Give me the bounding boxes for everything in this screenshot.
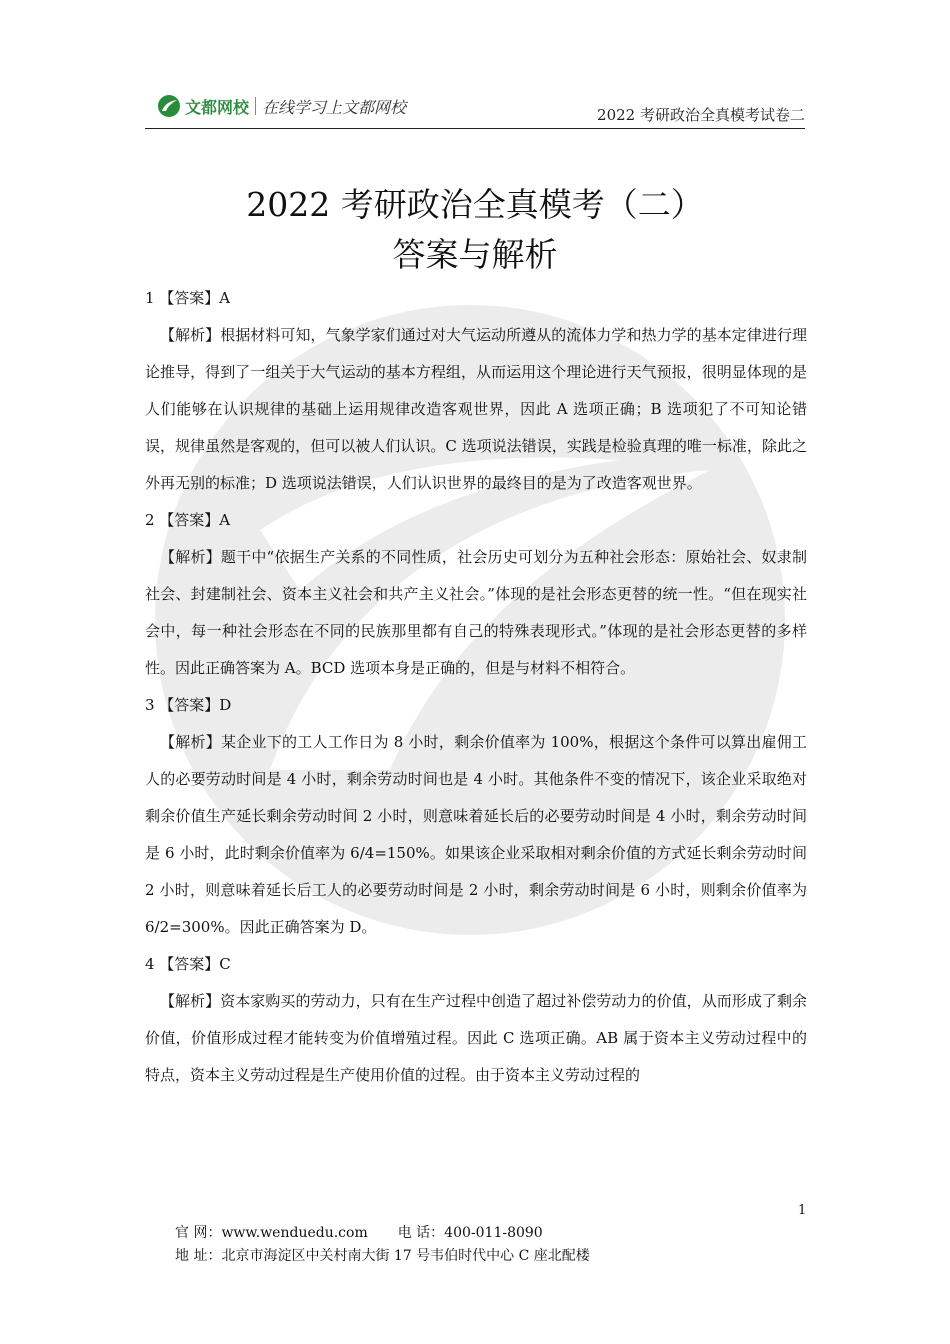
explanation-text: 某企业下的工人工作日为 8 小时，剩余价值率为 100%，根据这个条件可以算出雇佣工人的必要劳动时间是 4 小时，剩余劳动时间也是 4 小时。其他条件不变的情况下，该企业采取绝对剩余价值生产延长剩余劳动时间 2 小时，则意味着延长后的必要劳动时间是 4 小时，剩余劳动时间是 6 小时，此时剩余价值率为 6/4=150%。如果该企业采取相对剩余价值的方式延长剩余劳动时间 2 小时，则意味着延长后工人的必要劳动时间是 2 小时，剩余劳动时间是 6 小时，则剩余价值率为 6/2=300%。因此正确答案为 D。 bbox=[145, 733, 807, 936]
explanation-text: 题干中“依据生产关系的不同性质，社会历史可划分为五种社会形态：原始社会、奴隶制社会、封建制社会、资本主义社会和共产主义社会。”体现的是社会形态更替的统一性。“但在现实社会中，每一种社会形态在不同的民族那里都有自己的特殊表现形式。”体现的是社会形态更替的多样性。因此正确答案为 A。BCD 选项本身是正确的，但是与材料不相符合。 bbox=[145, 548, 807, 677]
document-label: 2022 考研政治全真模考试卷二 bbox=[597, 106, 805, 124]
question-block bbox=[145, 687, 807, 946]
footer-contact-line bbox=[175, 1222, 590, 1245]
brand-logo-icon bbox=[157, 94, 181, 118]
site-label: 官 网： bbox=[175, 1225, 222, 1241]
page-number: 1 bbox=[798, 1203, 807, 1218]
page-header bbox=[145, 88, 805, 129]
question-block bbox=[145, 502, 807, 687]
title-line-1: 2022 考研政治全真模考（二） bbox=[246, 185, 704, 224]
answer-line: 3 【答案】D bbox=[145, 696, 232, 714]
explanation-label: 【解析】 bbox=[160, 548, 221, 566]
title-line-2: 答案与解析 bbox=[392, 235, 558, 274]
explanation-label: 【解析】 bbox=[160, 733, 221, 751]
explanation bbox=[145, 539, 807, 687]
answer-line: 2 【答案】A bbox=[145, 511, 231, 529]
question-block bbox=[145, 946, 807, 1094]
explanation-label: 【解析】 bbox=[160, 326, 221, 344]
explanation-text: 资本家购买的劳动力，只有在生产过程中创造了超过补偿劳动力的价值，从而形成了剩余价值，价值形成过程才能转变为价值增殖过程。因此 C 选项正确。AB 属于资本主义劳动过程中的特点，资本主义劳动过程是生产使用价值的过程。由于资本主义劳动过程的 bbox=[145, 992, 807, 1084]
explanation bbox=[145, 317, 807, 502]
page-footer bbox=[175, 1222, 590, 1268]
phone-label: 电 话： bbox=[397, 1225, 445, 1241]
logo-divider bbox=[255, 97, 256, 115]
explanation-text: 根据材料可知，气象学家们通过对大气运动所遵从的流体力学和热力学的基本定律进行理论推导，得到了一组关于大气运动的基本方程组，从而运用这个理论进行天气预报，很明显体现的是人们能够在认识规律的基础上运用规律改造客观世界，因此 A 选项正确；B 选项犯了不可知论错误，规律虽然是客观的，但可以被人们认识。C 选项说法错误，实践是检验真理的唯一标准，除此之外再无别的标准；D 选项说法错误，人们认识世界的最终目的是为了改造客观世界。 bbox=[145, 326, 807, 492]
address-label: 地 址： bbox=[175, 1248, 222, 1264]
explanation bbox=[145, 724, 807, 946]
site-link[interactable]: www.wenduedu.com bbox=[221, 1225, 368, 1241]
footer-address-line bbox=[175, 1245, 590, 1268]
answer-line: 4 【答案】C bbox=[145, 955, 231, 973]
document-title bbox=[0, 180, 950, 280]
answers-content bbox=[145, 280, 807, 1094]
address-text: 北京市海淀区中关村南大街 17 号韦伯时代中心 C 座北配楼 bbox=[221, 1248, 590, 1264]
explanation-label: 【解析】 bbox=[160, 992, 221, 1010]
brand-slogan: 在线学习上文都网校 bbox=[262, 97, 407, 117]
explanation bbox=[145, 983, 807, 1094]
answer-line: 1 【答案】A bbox=[145, 289, 231, 307]
phone-number: 400-011-8090 bbox=[444, 1225, 543, 1241]
brand-name: 文都网校 bbox=[185, 97, 250, 117]
brand-logo bbox=[157, 94, 406, 118]
question-block bbox=[145, 280, 807, 502]
